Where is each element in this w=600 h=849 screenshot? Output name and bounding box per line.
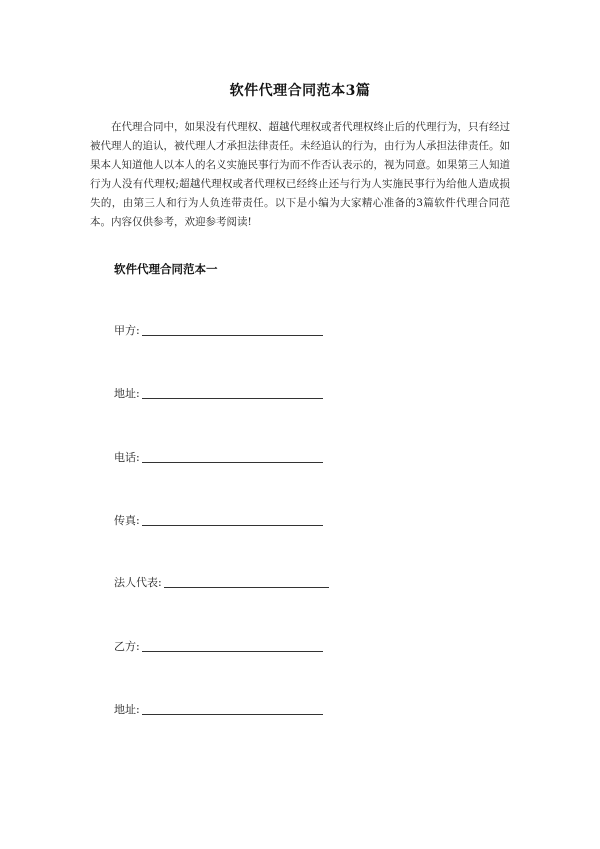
party-b-address-label: 地址: [114,703,140,716]
phone-field [114,449,323,465]
party-a-label: 甲方: [114,324,140,337]
party-b-field [114,638,323,654]
fax-label: 传真: [114,514,140,527]
intro-paragraph: 在代理合同中，如果没有代理权、超越代理权或者代理权终止后的代理行为，只有经过被代理人的追认，被代理人才承担法律责任。未经追认的行为，由行为人承担法律责任。如果本人知道他人以本人的名义实施民事行为而不作否认表示的，视为同意。如果第三人知道行为人没有代理权;超越代理权或者代理权已经终止还与行为人实施民事行为给他人造成损失的，由第三人和行为人负连带责任。以下是小编为大家精心准备的3篇软件代理合同范本。内容仅供参考，欢迎参考阅读! [90,121,510,228]
party-a-address-label: 地址: [114,387,140,400]
document-title: 软件代理合同范本3篇 [229,83,371,99]
phone-blank-line [142,461,323,463]
phone-label: 电话: [114,451,140,464]
party-b-address-field [114,701,323,717]
legal-representative-field [114,574,329,590]
party-b-label: 乙方: [114,640,140,653]
section-title: 软件代理合同范本一 [114,262,218,276]
legal-representative-blank-line [164,586,329,588]
fax-field [114,512,323,528]
party-a-blank-line [142,334,323,336]
fax-blank-line [142,524,323,526]
party-b-address-blank-line [142,713,323,715]
party-a-field [114,322,323,338]
party-a-address-blank-line [142,397,323,399]
party-b-blank-line [142,650,323,652]
legal-representative-label: 法人代表: [114,576,162,589]
party-a-address-field [114,385,323,401]
